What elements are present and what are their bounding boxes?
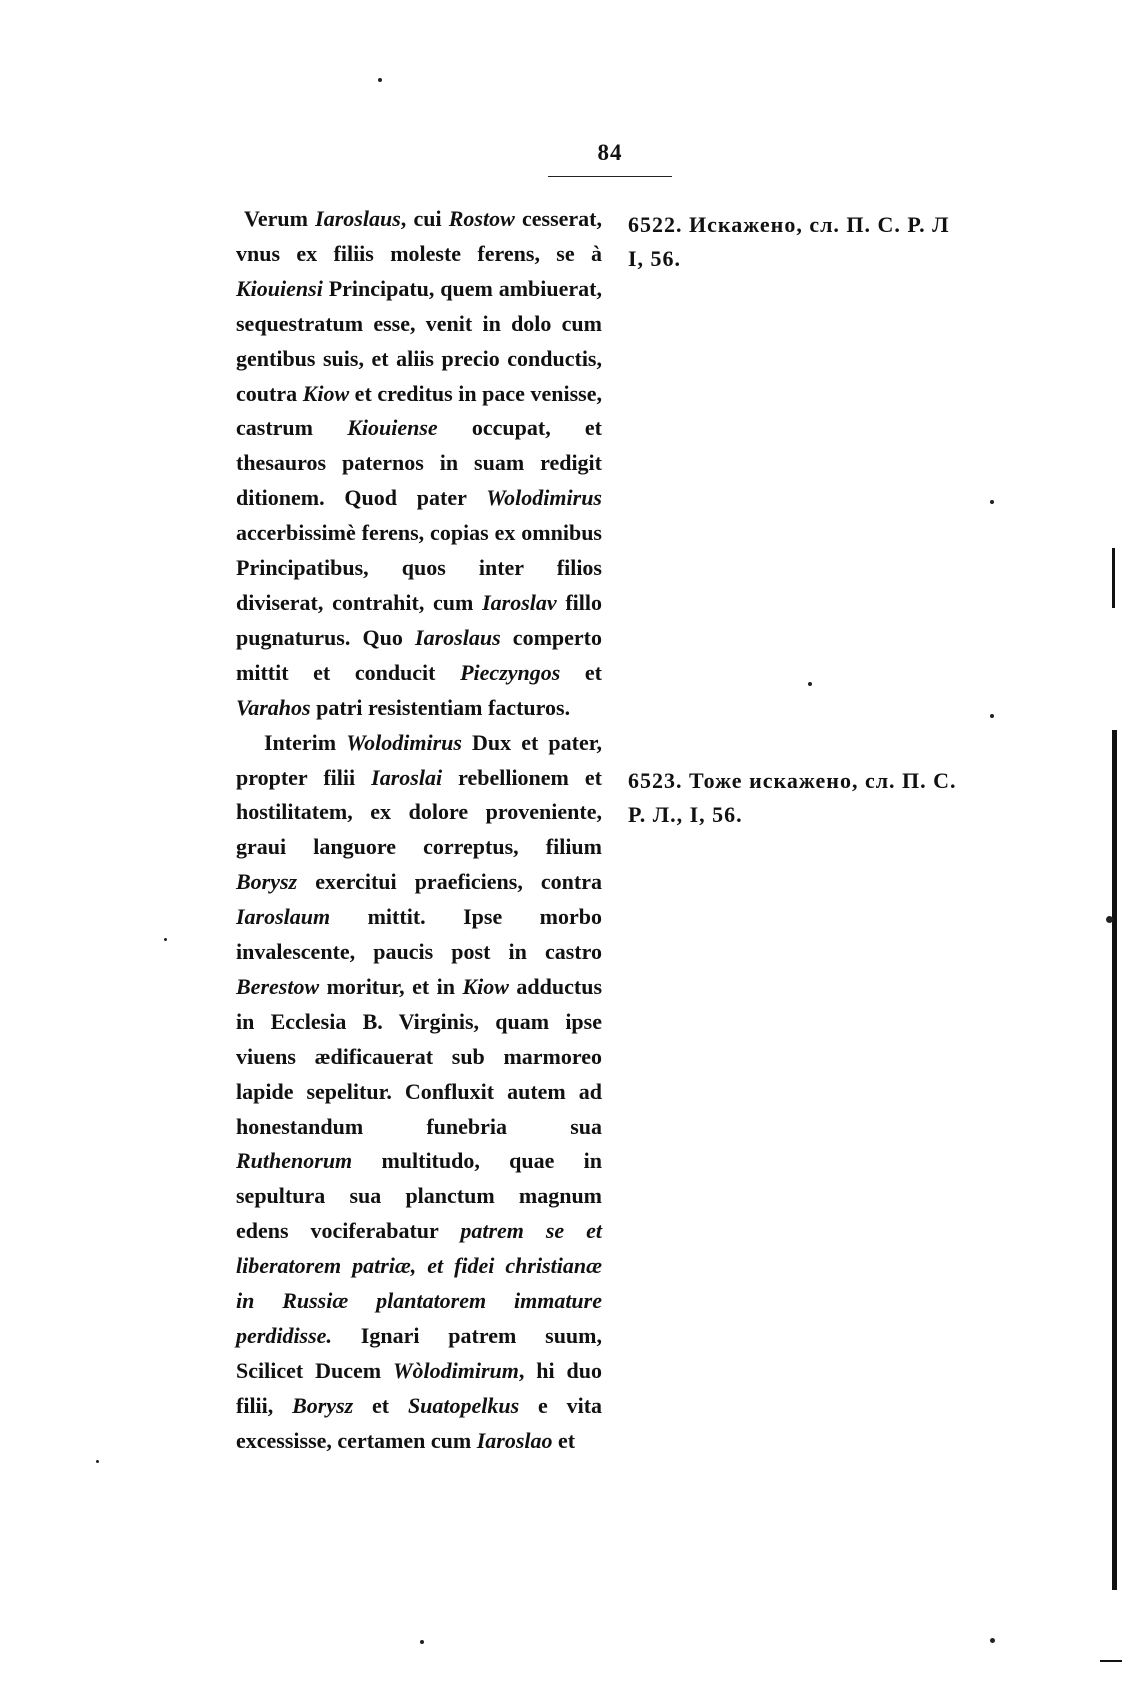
text-run: , cui bbox=[400, 206, 449, 231]
italic-run: patrem se et liberatorem patriæ, et fidei christianæ in Russiæ plantatorem immature perdidisse. bbox=[236, 1218, 602, 1348]
scan-edge-mark bbox=[1112, 548, 1115, 608]
main-text-column bbox=[236, 202, 602, 1459]
scan-edge-mark bbox=[1112, 730, 1117, 1590]
side-note-6522-line-1: 6522. Искажено, сл. П. С. Р. Л bbox=[628, 212, 950, 237]
italic-run: Iaroslao bbox=[476, 1427, 553, 1453]
italic-run: Wolodimirus bbox=[346, 729, 462, 755]
scan-speck bbox=[420, 1640, 424, 1644]
text-run: multitudo, quae in sepultura sua planctum magnum edens vociferabatur bbox=[236, 1148, 602, 1244]
paragraph-1 bbox=[236, 202, 602, 726]
text-run: exercitui praeficiens, contra bbox=[297, 869, 602, 895]
text-run: , hi duo filii, bbox=[236, 1357, 602, 1418]
text-run: moritur, et in bbox=[319, 973, 463, 999]
scan-speck bbox=[164, 938, 167, 941]
text-run: cesserat, vnus ex filiis moleste ferens, se à bbox=[236, 206, 602, 266]
page-number: 84 bbox=[597, 140, 623, 165]
italic-run: Rostow bbox=[448, 206, 515, 231]
header-rule bbox=[548, 176, 672, 177]
text-run: fillo pugnaturus. Quo bbox=[236, 589, 603, 650]
text-run: Principatu, quem ambiuerat, sequestratum esse, venit in dolo cum gentibus suis, et aliis precio conductis, coutra bbox=[236, 275, 602, 406]
italic-run: Berestow bbox=[236, 973, 320, 999]
italic-run: Iaroslav bbox=[482, 589, 557, 615]
scan-edge-mark bbox=[1100, 1660, 1122, 1662]
italic-run: Kiouiense bbox=[347, 415, 438, 441]
text-run: mittit. Ipse morbo invalescente, paucis post in castro bbox=[236, 904, 602, 965]
italic-run: Iaroslaus bbox=[315, 206, 401, 231]
text-run: adductus in Ecclesia B. Virginis, quam ipse viuens ædificauerat sub marmoreo lapide sepelitur. Confluxit autem ad honestandum funebria sua bbox=[236, 973, 603, 1139]
text-run: comperto mittit et conducit bbox=[236, 624, 602, 685]
italic-run: Iaroslaum bbox=[236, 904, 331, 930]
text-run: Dux et pater, propter filii bbox=[236, 729, 602, 790]
scan-speck bbox=[990, 1638, 995, 1643]
text-run: rebellionem et hostilitatem, ex dolore proveniente, graui languore correptus, filium bbox=[236, 764, 603, 860]
scan-speck bbox=[990, 500, 994, 504]
text-run: Verum bbox=[244, 206, 316, 231]
text-run: Ignari patrem suum, Scilicet Ducem bbox=[236, 1323, 602, 1383]
text-run: et creditus in pace venisse, castrum bbox=[236, 380, 602, 441]
italic-run: Varahos bbox=[236, 694, 311, 720]
italic-run: Pieczyngos bbox=[460, 659, 561, 685]
italic-run: Borysz bbox=[236, 869, 298, 895]
italic-run: Suatopelkus bbox=[407, 1392, 520, 1418]
scan-speck bbox=[378, 78, 382, 82]
side-note-6522-line-2: I, 56. bbox=[628, 246, 682, 271]
text-run: e vita excessisse, certamen cum bbox=[236, 1392, 603, 1453]
text-run: et bbox=[353, 1392, 408, 1418]
paragraph-2 bbox=[236, 726, 602, 1459]
text-run: et bbox=[552, 1427, 576, 1453]
italic-run: Ruthenorum bbox=[236, 1148, 353, 1174]
side-note-6523-line-2: Р. Л., I, 56. bbox=[628, 802, 743, 827]
side-note-6523-line-1: 6523. Тоже искажено, сл. П. С. bbox=[628, 768, 957, 793]
text-run: patri resistentiam facturos. bbox=[310, 694, 571, 720]
italic-run: Wòlodimirum bbox=[392, 1357, 519, 1383]
italic-run: Borysz bbox=[292, 1392, 354, 1418]
italic-run: Kiouiensi bbox=[236, 275, 323, 301]
scan-speck bbox=[96, 1460, 99, 1463]
scan-speck bbox=[808, 682, 812, 686]
side-note-6522 bbox=[628, 208, 1008, 276]
text-run: occupat, et thesauros paternos in suam redigit ditionem. Quod pater bbox=[236, 415, 602, 511]
italic-run: Kiow bbox=[302, 380, 350, 406]
italic-run: Iaroslai bbox=[371, 764, 443, 790]
text-run: et bbox=[560, 659, 603, 685]
side-note-6523 bbox=[628, 764, 1008, 832]
text-run: accerbissimè ferens, copias ex omnibus Principatibus, quos inter filios diviserat, contrahit, cum bbox=[236, 520, 602, 615]
italic-run: Kiow bbox=[462, 973, 509, 999]
scan-speck bbox=[1106, 916, 1113, 923]
italic-run: Wolodimirus bbox=[486, 485, 602, 511]
italic-run: Iaroslaus bbox=[415, 624, 501, 650]
text-run: Interim bbox=[264, 729, 347, 755]
scan-speck bbox=[990, 714, 994, 718]
